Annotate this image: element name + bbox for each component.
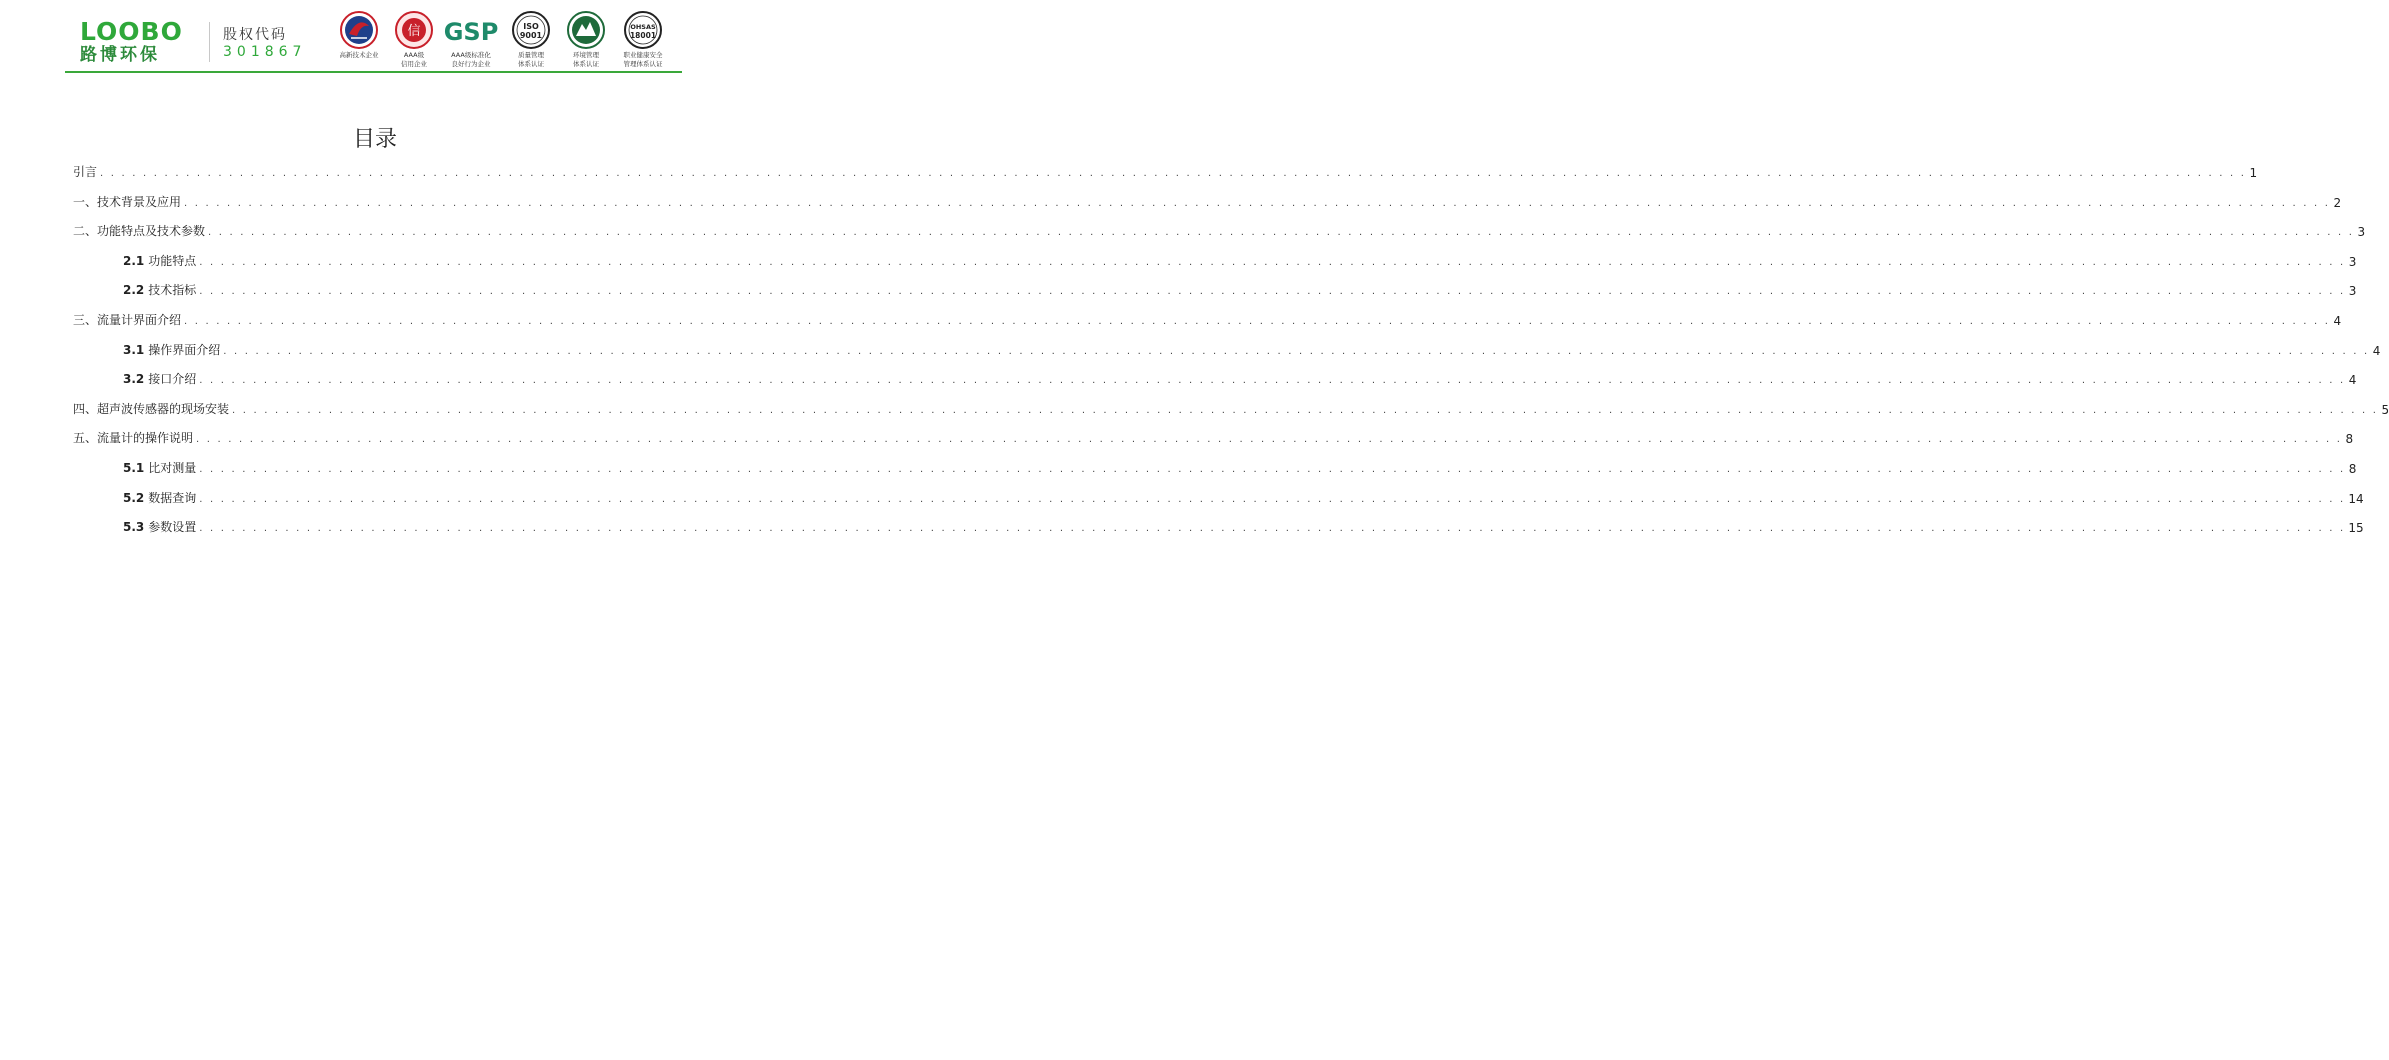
toc-entry-text: 技术指标 — [148, 283, 197, 298]
toc-page-number: 3 — [2348, 284, 2357, 299]
toc-page-number: 1 — [2249, 166, 2258, 180]
toc-subentry[interactable] — [98, 486, 2364, 506]
toc-page-number: 2 — [2333, 195, 2342, 210]
toc-entry-text: 二、功能特点及技术参数 — [73, 224, 206, 239]
cert-gsp — [442, 10, 500, 68]
toc-entry-number: 2.2 — [123, 283, 145, 298]
toc-entry-text: 五、流量计的操作说明 — [73, 431, 194, 446]
toc-entry[interactable] — [73, 426, 2354, 447]
toc-entry-text: 操作界面介绍 — [148, 342, 221, 357]
cert-caption: 环境管理 — [573, 51, 599, 59]
toc-dot-leader: . . . . . . . . . . . . . . . . . . . . . . . . . . . . . . . . . . . . . . . . . . . . . . . . . . . . . . . . . . . . . . . . . . . . . . . . . . . . . . . . . . . . . . . . . . . . . . . . . . . . . . . . . . . . . . . . . . . . . . . . . . . . . . . . . . . . . . . . . . . . . . . . . . . . . . . . . . . . . . . . . . . . . . . . . . . . . . . . . . . . . . . . . . . . . . . . . . . . . . . . — [223, 345, 2370, 357]
toc-page-number: 8 — [2345, 432, 2354, 447]
company-logo — [80, 17, 205, 65]
toc-entry[interactable] — [73, 160, 2258, 180]
cert-caption-2: 体系认证 — [573, 60, 599, 68]
toc-page-number: 4 — [2348, 373, 2357, 388]
toc-entry-number: 5.1 — [123, 461, 145, 475]
cert-caption: 质量管理 — [518, 51, 544, 59]
cert-ohsas — [614, 10, 672, 68]
credit-char: 信 — [407, 24, 421, 39]
toc-subentry[interactable] — [98, 249, 2357, 269]
toc-page-number: 15 — [2348, 521, 2364, 536]
ohsas-seal-icon — [623, 10, 663, 50]
cert-caption-2: 信用企业 — [401, 60, 427, 68]
cert-high-tech — [330, 10, 388, 59]
toc-dot-leader: . . . . . . . . . . . . . . . . . . . . . . . . . . . . . . . . . . . . . . . . . . . . . . . . . . . . . . . . . . . . . . . . . . . . . . . . . . . . . . . . . . . . . . . . . . . . . . . . . . . . . . . . . . . . . . . . . . . . . . . . . . . . . . . . . . . . . . . . . . . . . . . . . . . . . . . . . . . . . . . . . . . . . . . . . . . . . . . . . . . . . . . . . . . . . . . . . . . . . . . . — [199, 493, 2346, 505]
toc-page-number: 4 — [2333, 314, 2342, 328]
cert-environment — [557, 10, 615, 68]
header-divider — [209, 22, 210, 62]
toc-entry-text: 功能特点 — [148, 253, 197, 268]
toc-entry-text: 引言 — [73, 165, 98, 179]
toc-entry[interactable] — [73, 397, 2389, 417]
iso-number: 9001 — [519, 31, 543, 40]
toc-page-number: 4 — [2372, 343, 2381, 358]
toc-entry-label — [73, 311, 181, 328]
toc-entry-number: 5.3 — [123, 520, 145, 535]
toc-entry-text: 比对测量 — [148, 461, 197, 475]
gsp-logo-icon — [443, 10, 499, 50]
toc-dot-leader: . . . . . . . . . . . . . . . . . . . . . . . . . . . . . . . . . . . . . . . . . . . . . . . . . . . . . . . . . . . . . . . . . . . . . . . . . . . . . . . . . . . . . . . . . . . . . . . . . . . . . . . . . . . . . . . . . . . . . . . . . . . . . . . . . . . . . . . . . . . . . . . . . . . . . . . . . . . . . . . . . . . . . . . . . . . . . . . . . . . . . . . . . . . . . . . . . . . . . . . . — [100, 168, 2247, 179]
high-tech-emblem-icon — [339, 10, 379, 50]
cert-caption: AAA级 — [403, 51, 425, 59]
stock-label: 股权代码 — [223, 27, 287, 43]
toc-entry-label — [123, 370, 196, 387]
ohsas-number: 18001 — [629, 31, 657, 40]
toc-dot-leader: . . . . . . . . . . . . . . . . . . . . . . . . . . . . . . . . . . . . . . . . . . . . . . . . . . . . . . . . . . . . . . . . . . . . . . . . . . . . . . . . . . . . . . . . . . . . . . . . . . . . . . . . . . . . . . . . . . . . . . . . . . . . . . . . . . . . . . . . . . . . . . . . . . . . . . . . . . . . . . . . . . . . . . . . . . . . . . . . . . . . . . . . . . . . . . . . . . . . . . . . — [199, 464, 2346, 475]
cert-caption: 职业健康安全 — [623, 51, 663, 59]
iso9001-seal-icon — [511, 10, 551, 50]
toc-dot-leader: . . . . . . . . . . . . . . . . . . . . . . . . . . . . . . . . . . . . . . . . . . . . . . . . . . . . . . . . . . . . . . . . . . . . . . . . . . . . . . . . . . . . . . . . . . . . . . . . . . . . . . . . . . . . . . . . . . . . . . . . . . . . . . . . . . . . . . . . . . . . . . . . . . . . . . . . . . . . . . . . . . . . . . . . . . . . . . . . . . . . . . . . . . . . . . . . . . . . . . . . — [184, 316, 2331, 327]
toc-entry[interactable] — [73, 308, 2342, 328]
header-rule — [65, 71, 682, 73]
toc-entry[interactable] — [73, 219, 2366, 240]
cert-caption-2: 良好行为企业 — [451, 60, 491, 68]
iso-text: ISO — [523, 22, 539, 31]
toc-entry-text: 接口介绍 — [148, 372, 197, 387]
toc-dot-leader: . . . . . . . . . . . . . . . . . . . . . . . . . . . . . . . . . . . . . . . . . . . . . . . . . . . . . . . . . . . . . . . . . . . . . . . . . . . . . . . . . . . . . . . . . . . . . . . . . . . . . . . . . . . . . . . . . . . . . . . . . . . . . . . . . . . . . . . . . . . . . . . . . . . . . . . . . . . . . . . . . . . . . . . . . . . . . . . . . . . . . . . . . . . . . . . . . . . . . . . . — [208, 227, 2355, 239]
page-header — [0, 0, 750, 75]
toc-entry-label — [123, 281, 196, 298]
toc-entry-number: 5.2 — [123, 490, 145, 505]
toc-page-number: 3 — [2348, 254, 2357, 269]
toc-dot-leader: . . . . . . . . . . . . . . . . . . . . . . . . . . . . . . . . . . . . . . . . . . . . . . . . . . . . . . . . . . . . . . . . . . . . . . . . . . . . . . . . . . . . . . . . . . . . . . . . . . . . . . . . . . . . . . . . . . . . . . . . . . . . . . . . . . . . . . . . . . . . . . . . . . . . . . . . . . . . . . . . . . . . . . . . . . . . . . . . . . . . . . . . . . . . . . . . . . . . . . . . — [199, 256, 2346, 268]
ohsas-text: OHSAS — [630, 23, 656, 31]
toc-page-number: 14 — [2348, 491, 2364, 506]
toc-entry-text: 一、技术背景及应用 — [73, 194, 182, 209]
toc-entry-text: 参数设置 — [148, 520, 197, 535]
toc-entry-label — [73, 222, 205, 239]
cert-caption: 高新技术企业 — [339, 51, 379, 59]
toc-subentry[interactable] — [98, 367, 2357, 388]
toc-entry-label — [123, 518, 196, 535]
cert-caption: AAA级标准化 — [451, 51, 491, 59]
stock-code: 301867 — [223, 44, 307, 60]
toc-subentry[interactable] — [98, 456, 2357, 476]
toc-subentry[interactable] — [98, 515, 2364, 536]
logo-wordmark: LOOBO — [80, 17, 183, 46]
toc-page-number: 5 — [2381, 402, 2389, 417]
toc-entry-text: 数据查询 — [148, 490, 197, 505]
toc-dot-leader: . . . . . . . . . . . . . . . . . . . . . . . . . . . . . . . . . . . . . . . . . . . . . . . . . . . . . . . . . . . . . . . . . . . . . . . . . . . . . . . . . . . . . . . . . . . . . . . . . . . . . . . . . . . . . . . . . . . . . . . . . . . . . . . . . . . . . . . . . . . . . . . . . . . . . . . . . . . . . . . . . . . . . . . . . . . . . . . . . . . . . . . . . . . . . . . . . . . . . . . . — [199, 286, 2346, 298]
toc-page-number: 8 — [2348, 462, 2357, 476]
toc-entry-label — [123, 459, 196, 476]
toc-page-number: 3 — [2357, 225, 2366, 240]
cert-caption-2: 管理体系认证 — [623, 60, 663, 68]
toc-entry-number: 2.1 — [123, 253, 145, 268]
toc-entry[interactable] — [73, 190, 2342, 210]
toc-entry-label — [73, 400, 229, 417]
toc-dot-leader: . . . . . . . . . . . . . . . . . . . . . . . . . . . . . . . . . . . . . . . . . . . . . . . . . . . . . . . . . . . . . . . . . . . . . . . . . . . . . . . . . . . . . . . . . . . . . . . . . . . . . . . . . . . . . . . . . . . . . . . . . . . . . . . . . . . . . . . . . . . . . . . . . . . . . . . . . . . . . . . . . . . . . . . . . . . . . . . . . . . . . . . . . . . . . . . . . . . . . . . . — [199, 375, 2346, 387]
toc-title: 目录 — [352, 127, 397, 152]
toc-entry-label — [73, 193, 181, 210]
toc-dot-leader: . . . . . . . . . . . . . . . . . . . . . . . . . . . . . . . . . . . . . . . . . . . . . . . . . . . . . . . . . . . . . . . . . . . . . . . . . . . . . . . . . . . . . . . . . . . . . . . . . . . . . . . . . . . . . . . . . . . . . . . . . . . . . . . . . . . . . . . . . . . . . . . . . . . . . . . . . . . . . . . . . . . . . . . . . . . . . . . . . . . . . . . . . . . . . . . . . . . . . . . . — [199, 523, 2346, 535]
logo-chinese-name: 路博环保 — [80, 45, 160, 65]
toc-entry-number: 3.1 — [123, 342, 145, 357]
toc-dot-leader: . . . . . . . . . . . . . . . . . . . . . . . . . . . . . . . . . . . . . . . . . . . . . . . . . . . . . . . . . . . . . . . . . . . . . . . . . . . . . . . . . . . . . . . . . . . . . . . . . . . . . . . . . . . . . . . . . . . . . . . . . . . . . . . . . . . . . . . . . . . . . . . . . . . . . . . . . . . . . . . . . . . . . . . . . . . . . . . . . . . . . . . . . . . . . . . . . . . . . . . . — [232, 404, 2379, 416]
cert-iso9001 — [502, 10, 560, 68]
toc-subentry[interactable] — [98, 338, 2381, 358]
toc-dot-leader: . . . . . . . . . . . . . . . . . . . . . . . . . . . . . . . . . . . . . . . . . . . . . . . . . . . . . . . . . . . . . . . . . . . . . . . . . . . . . . . . . . . . . . . . . . . . . . . . . . . . . . . . . . . . . . . . . . . . . . . . . . . . . . . . . . . . . . . . . . . . . . . . . . . . . . . . . . . . . . . . . . . . . . . . . . . . . . . . . . . . . . . . . . . . . . . . . . . . . . . . — [196, 434, 2343, 446]
cert-caption-2: 体系认证 — [518, 60, 544, 68]
toc-entry-label — [123, 489, 196, 506]
toc-entry-label — [123, 252, 196, 269]
toc-entry-label — [73, 429, 193, 446]
toc-dot-leader: . . . . . . . . . . . . . . . . . . . . . . . . . . . . . . . . . . . . . . . . . . . . . . . . . . . . . . . . . . . . . . . . . . . . . . . . . . . . . . . . . . . . . . . . . . . . . . . . . . . . . . . . . . . . . . . . . . . . . . . . . . . . . . . . . . . . . . . . . . . . . . . . . . . . . . . . . . . . . . . . . . . . . . . . . . . . . . . . . . . . . . . . . . . . . . . . . . . . . . . . — [184, 197, 2331, 209]
toc-entry-text: 三、流量计界面介绍 — [73, 313, 182, 327]
cert-credit — [385, 10, 443, 68]
credit-seal-icon — [394, 10, 434, 50]
toc-subentry[interactable] — [98, 278, 2357, 299]
gsp-text: GSP — [443, 18, 499, 46]
toc-entry-text: 四、超声波传感器的现场安装 — [73, 401, 230, 416]
toc-entry-number: 3.2 — [123, 372, 145, 387]
environment-seal-icon — [566, 10, 606, 50]
toc-entry-label — [73, 163, 97, 180]
toc-entry-label — [123, 341, 220, 358]
